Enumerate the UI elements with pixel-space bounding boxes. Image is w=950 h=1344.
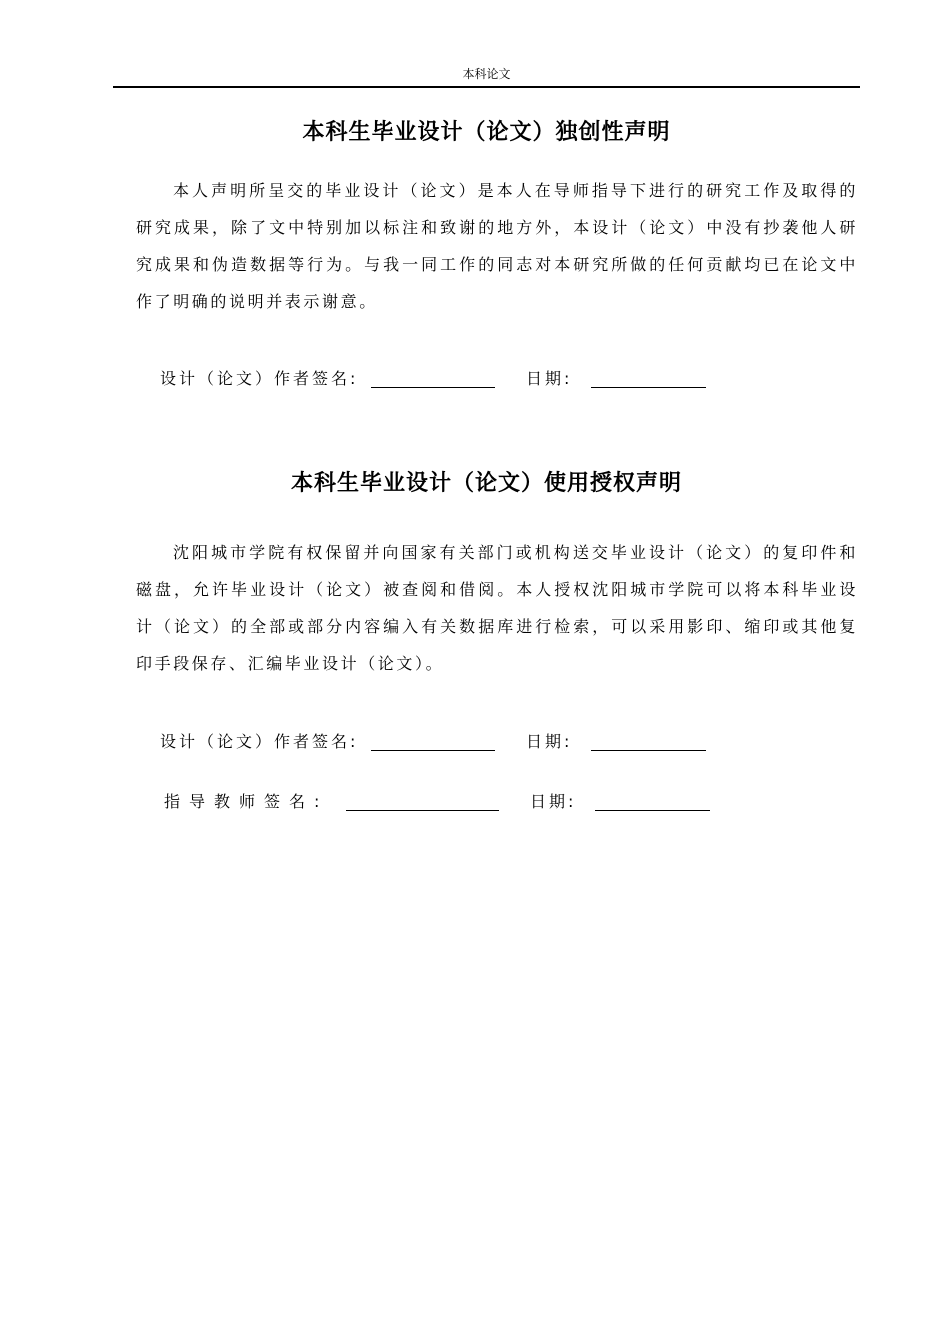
advisor-date-label: 日期: xyxy=(530,792,577,811)
date-label: 日期: xyxy=(526,732,573,751)
advisor-signature-label: 指导教师签名: xyxy=(164,792,329,811)
advisor-date-field[interactable] xyxy=(595,810,710,811)
author-signature-label: 设计（论文）作者签名: xyxy=(160,732,359,751)
author-signature-label: 设计（论文）作者签名: xyxy=(160,369,359,388)
page-header: 本科论文 xyxy=(113,64,860,88)
advisor-signature-field[interactable] xyxy=(346,810,499,811)
author-signature-field[interactable] xyxy=(371,750,495,751)
originality-signature-row xyxy=(160,367,720,391)
date-label: 日期: xyxy=(526,369,573,388)
originality-declaration-body: 本人声明所呈交的毕业设计（论文）是本人在导师指导下进行的研究工作及取得的研究成果，除了文中特别加以标注和致谢的地方外，本设计（论文）中没有抄袭他人研究成果和伪造数据等行为。与我一同工作的同志对本研究所做的任何贡献均已在论文中作了明确的说明并表示谢意。 xyxy=(136,181,858,311)
author-signature-field[interactable] xyxy=(371,387,495,388)
usage-authorization-body: 沈阳城市学院有权保留并向国家有关部门或机构送交毕业设计（论文）的复印件和磁盘，允许毕业设计（论文）被查阅和借阅。本人授权沈阳城市学院可以将本科毕业设计（论文）的全部或部分内容编入有关数据库进行检索，可以采用影印、缩印或其他复印手段保存、汇编毕业设计（论文）。 xyxy=(136,543,858,673)
authorization-author-signature-row xyxy=(160,730,720,754)
usage-authorization-title: 本科生毕业设计（论文）使用授权声明 xyxy=(290,471,682,496)
date-field[interactable] xyxy=(591,750,706,751)
originality-declaration-title: 本科生毕业设计（论文）独创性声明 xyxy=(302,120,671,145)
date-field[interactable] xyxy=(591,387,706,388)
advisor-signature-row xyxy=(164,790,724,814)
